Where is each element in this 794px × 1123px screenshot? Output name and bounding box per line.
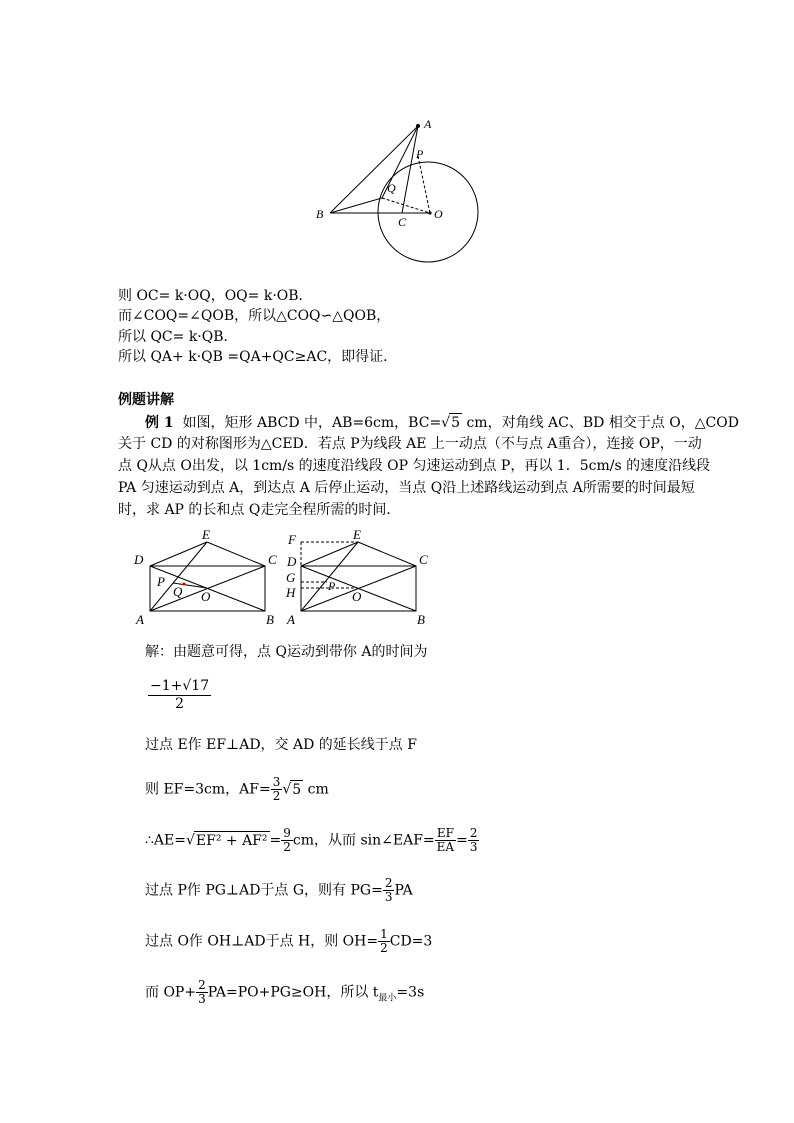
figure-rectangles: [130, 526, 440, 630]
fraction-1-numerator: −1+√17: [150, 678, 210, 694]
s8-fraction: [196, 979, 208, 1006]
proof-line-3: 所以 QC= k·QB．: [118, 329, 238, 345]
label-b: B: [316, 207, 324, 221]
s5-sqrt: EF² + AF²: [195, 832, 268, 849]
example-line-5: 时，求 AP 的长和点 Q走完全程所需的时间．: [118, 502, 401, 518]
example-line-3: 点 Q从点 O出发，以 1cm/s 的速度沿线段 OP 匀速运动到点 P，再以 1．5cm/s 的速度沿线段: [118, 458, 711, 474]
s8-den: 3: [198, 992, 206, 1006]
left-label-d: D: [134, 552, 144, 567]
right-label-h: H: [286, 585, 296, 600]
left-label-c: C: [268, 552, 277, 567]
s4-den: 2: [272, 789, 281, 803]
label-p: P: [416, 147, 424, 161]
s4-sqrt: 5: [292, 781, 302, 798]
example-line-1a: 如图，矩形 ABCD 中，AB=6cm，BC=: [182, 415, 442, 431]
solution-line-3: 过点 E作 EF⊥AD，交 AD 的延长线于点 F: [145, 737, 417, 753]
s4-text-a: 则 EF=3cm，AF=: [145, 781, 271, 798]
figure-right: [285, 527, 428, 627]
example-sqrt: 5: [451, 415, 461, 431]
s5-den3: 3: [469, 840, 478, 854]
label-a: A: [424, 117, 432, 131]
right-label-p: P: [328, 579, 336, 593]
solution-line-8: [145, 979, 424, 1007]
label-q: Q: [387, 181, 396, 195]
s5-fraction-3: [468, 827, 480, 854]
solution-line-4: 则 EF=3cm，AF= $\frac{3}{2}$ √5 cm: [145, 775, 329, 803]
s6-text-b: PA: [394, 882, 413, 899]
solution-line-6: [145, 877, 413, 904]
s8-text-b: PA=PO+PG≥OH，所以 t: [207, 984, 379, 1001]
segment-de-left: [150, 542, 207, 566]
s7-text-a: 过点 O作 OH⊥AD于点 H，则 OH=: [145, 933, 379, 950]
s4-text-b: cm: [307, 781, 329, 798]
left-label-a: A: [136, 612, 144, 627]
example-line-1b: cm，对角线 AC、BD 相交于点 O，△COD: [466, 415, 739, 431]
s5-text-b: cm，从而 sin∠EAF=: [292, 832, 435, 849]
s5-eq2: =: [456, 832, 468, 849]
segment-ec-right: [358, 542, 416, 566]
s6-fraction: [383, 877, 395, 904]
s4-num: 3: [272, 775, 281, 789]
left-label-o: O: [201, 589, 211, 604]
s6-num: 2: [384, 876, 393, 890]
example-line-1: 例 1 如图，矩形 ABCD 中，AB=6cm，BC=√5 cm，对角线 AC、BD 相交于点 O，△COD: [145, 415, 739, 431]
left-label-p: P: [157, 574, 165, 589]
fraction-1-denominator: 2: [175, 696, 185, 712]
solution-line-7: [145, 928, 432, 955]
right-label-g: G: [286, 570, 296, 585]
example-line-4: PA 匀速运动到点 A，到达点 A 后停止运动，当点 Q沿上述路线运动到点 A所需要的时间最短: [118, 480, 695, 496]
left-label-q: Q: [173, 584, 183, 599]
right-label-d: D: [287, 554, 297, 569]
s7-fraction: [378, 928, 390, 955]
segment-ae-right: [301, 542, 358, 611]
right-label-b: B: [417, 612, 425, 627]
proof-line-2: 而∠COQ=∠QOB，所以△COQ∽△QOB，: [118, 308, 391, 324]
right-label-e: E: [353, 527, 361, 542]
s6-den: 3: [384, 890, 393, 904]
s8-text-a: 而 OP+: [145, 984, 197, 1001]
left-label-e: E: [202, 527, 210, 542]
figure-left: [133, 527, 277, 627]
right-label-c: C: [419, 552, 428, 567]
solution-line-1: 解：由题意可得，点 Q运动到带你 A的时间为: [145, 644, 428, 660]
point-a: [416, 124, 420, 128]
s5-eq: =: [269, 832, 282, 849]
s5-den: 2: [283, 840, 291, 854]
s5-num2: EF: [435, 827, 456, 841]
segment-ec-left: [207, 542, 265, 566]
s6-text-a: 过点 P作 PG⊥AD于点 G，则有 PG=: [145, 882, 383, 899]
right-label-a: A: [287, 612, 295, 627]
segment-po-dashed: [418, 156, 430, 213]
figure-circle: [310, 112, 490, 270]
segment-qo-dashed: [382, 198, 430, 213]
proof-line-4: 所以 QA+ k·QB =QA+QC≥AC，即得证．: [118, 349, 398, 365]
s8-subscript: 最小: [378, 993, 397, 1004]
left-label-b: B: [266, 612, 274, 627]
s5-text-a: ∴AE=: [145, 832, 186, 849]
right-label-o: O: [352, 589, 362, 604]
example-label: 例 1: [145, 415, 174, 431]
segment-de-right: [301, 542, 358, 566]
s7-text-b: CD=3: [389, 933, 433, 950]
point-o: [428, 211, 431, 214]
s5-fraction-2: [435, 827, 456, 854]
example-line-2: 关于 CD 的对称图形为△CED．若点 P为线段 AE 上一动点（不与点 A重合），连接 OP，一动: [118, 436, 702, 452]
solution-line-5: ∴AE=√EF² + AF² = $\frac{9}{2}$ cm，从而 sin∠EAF= $\frac{EF}{EA}$ = $\frac{2}{3}$: [145, 826, 478, 854]
point-red-left: [183, 583, 186, 586]
s8-text-c: =3s: [396, 984, 425, 1001]
s8-num: 2: [198, 978, 206, 992]
s5-den2: EA: [436, 840, 455, 854]
s7-den: 2: [380, 941, 388, 955]
s5-num3: 2: [469, 826, 478, 840]
solution-fraction-1: [148, 678, 211, 713]
label-o: O: [434, 207, 443, 221]
s4-fraction: [271, 776, 283, 803]
s7-num: 1: [380, 927, 388, 941]
section-title: 例题讲解: [118, 392, 174, 408]
right-label-f: F: [288, 532, 296, 547]
label-c: C: [398, 215, 407, 229]
proof-line-1: 则 OC= k·OQ，OQ= k·OB．: [118, 288, 313, 304]
s5-num: 9: [283, 826, 291, 840]
s5-fraction-1: [281, 827, 293, 854]
